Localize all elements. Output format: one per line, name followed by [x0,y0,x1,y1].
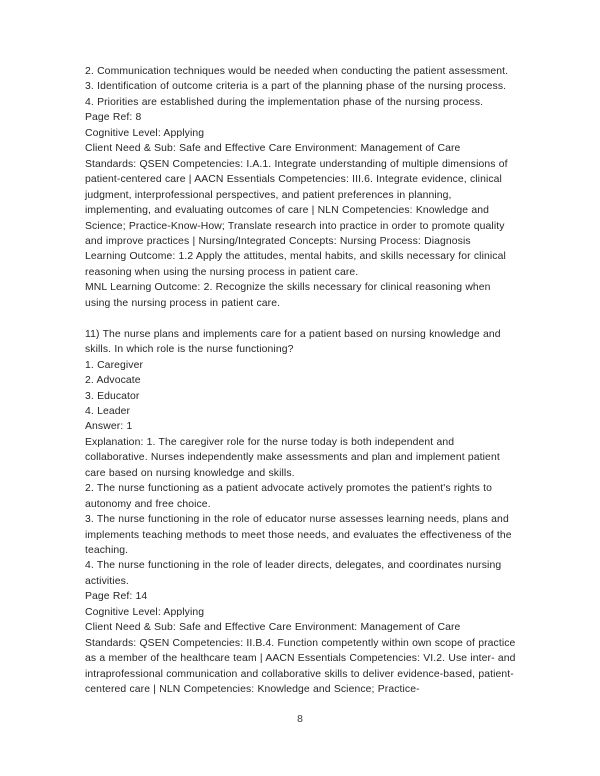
mnl-learning-outcome-line: MNL Learning Outcome: 2. Recognize the skills necessary for clinical reasoning when using the nursing process in patient care. [85,282,491,309]
explanation-3: 3. The nurse functioning in the role of educator nurse assesses learning needs, plans and implements teaching methods to meet those needs, and evaluates the effectiveness of the teaching. [85,514,512,557]
client-need-line: Client Need & Sub: Safe and Effective Care Environment: Management of Care [85,143,461,155]
cognitive-level-line-2: Cognitive Level: Applying [85,606,205,618]
answer-key-line: Answer: 1 [85,421,133,433]
answer-option-1: 1. Caregiver [85,359,144,371]
section-spacer [85,311,517,326]
page-ref-line-2: Page Ref: 14 [85,591,148,603]
learning-outcome-line: Learning Outcome: 1.2 Apply the attitudes, mental habits, and skills necessary for clinical reasoning when using the nursing process in patient care. [85,251,506,278]
explanation-4: 4. The nurse functioning in the role of leader directs, delegates, and coordinates nursing activities. [85,560,502,587]
paragraph-rationale-4: 4. Priorities are established during the implementation phase of the nursing process. [85,96,484,108]
explanation-2: 2. The nurse functioning as a patient advocate actively promotes the patient's rights to autonomy and free choice. [85,483,492,510]
page-ref-line: Page Ref: 8 [85,112,142,124]
answer-option-2: 2. Advocate [85,375,141,387]
standards-line-2: Standards: QSEN Competencies: II.B.4. Function competently within own scope of practice as a member of the healthcare team | AACN Essentials Competencies: VI.2. Use inter- and intraprofessional communication and collaborative skills to deliver evidence-based, patient-centered care | NLN Competencies: Knowledge and Science; Practice- [85,637,516,696]
question-stem: 11) The nurse plans and implements care for a patient based on nursing knowledge and skills. In which role is the nurse functioning? [85,328,501,356]
paragraph-rationale-3: 3. Identification of outcome criteria is a part of the planning phase of the nursing process. [85,81,507,93]
answer-option-4: 4. Leader [85,405,131,417]
standards-line: Standards: QSEN Competencies: I.A.1. Integrate understanding of multiple dimensions of patient-centered care | AACN Essentials Competencies: III.6. Integrate evidence, clinical judgment, interprofessional perspectives, and patient preferences in planning, implementing, and evaluating outcomes of care | NLN Competencies: Knowledge and Science; Practice-Know-How; Translate research into practice in order to promote quality and improve practices | Nursing/Integrated Concepts: Nursing Process: Diagnosis [85,158,508,247]
client-need-line-2: Client Need & Sub: Safe and Effective Care Environment: Management of Care [85,622,461,634]
page-text-body [85,64,517,698]
paragraph-rationale-2: 2. Communication techniques would be needed when conducting the patient assessment. [85,66,509,77]
answer-option-3: 3. Educator [85,390,140,402]
explanation-1: Explanation: 1. The caregiver role for the nurse today is both independent and collaborative. Nurses independently make assessments and plan and implement patient care based on nursing knowledge and skills. [85,436,500,479]
page-number-footer: 8 [297,714,303,725]
cognitive-level-line: Cognitive Level: Applying [85,127,205,139]
